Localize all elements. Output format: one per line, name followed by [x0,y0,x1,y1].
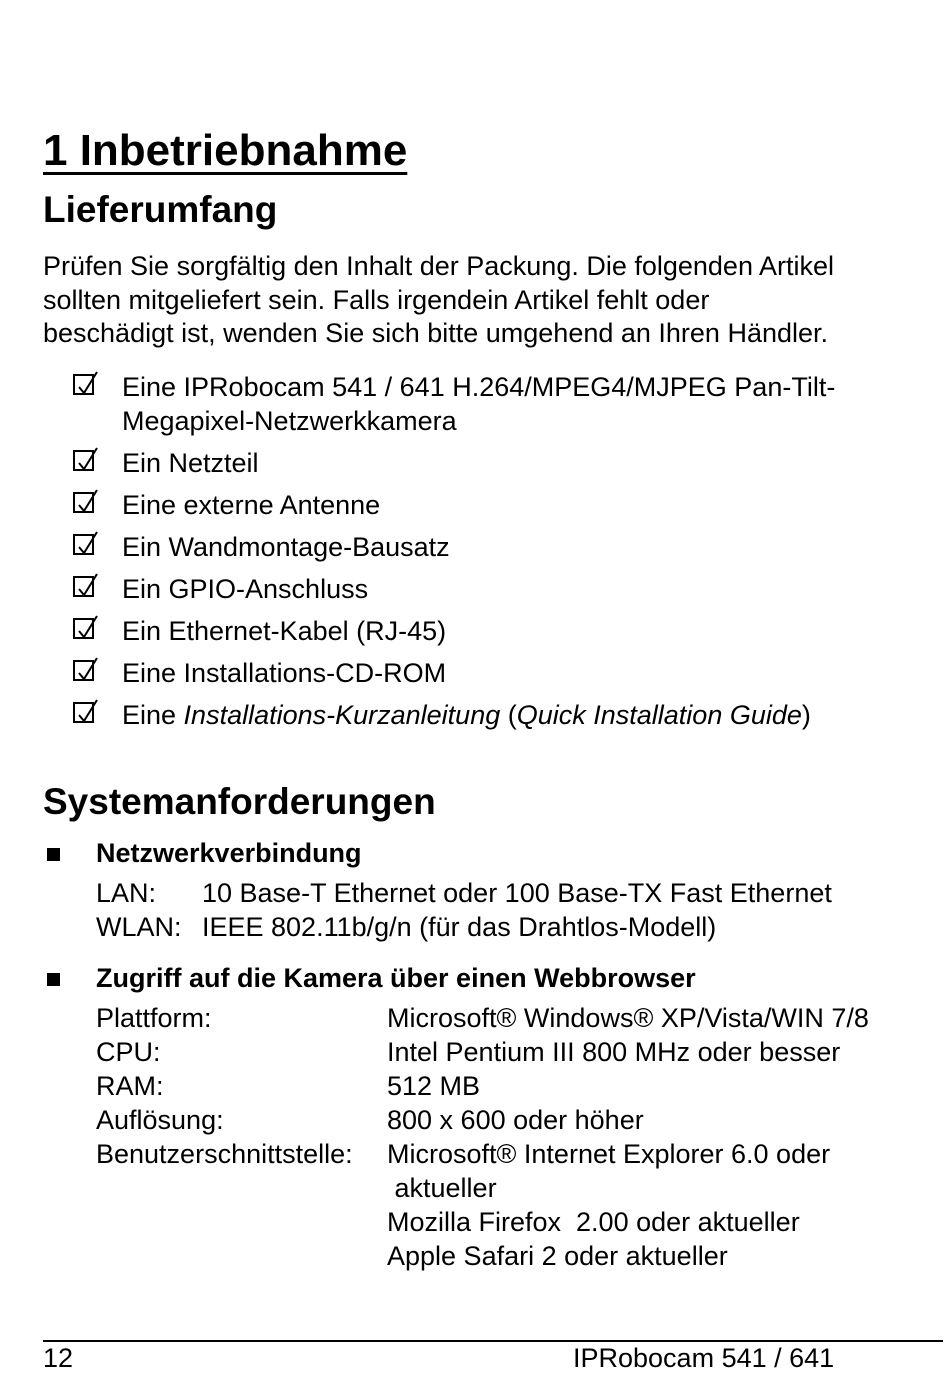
footer-rule [43,1340,943,1342]
browser-label: RAM: [96,1071,164,1101]
browser-label: Benutzerschnittstelle: [96,1139,353,1169]
network-value: 10 Base-T Ethernet oder 100 Base-TX Fast Ethernet [202,878,832,908]
intro-line: sollten mitgeliefert sein. Falls irgendein Artikel fehlt oder [43,284,710,315]
footer-product: IPRobocam 541 / 641 [573,1343,835,1373]
network-heading: Netzwerkverbindung [96,838,362,868]
list-item-text: Eine IPRobocam 541 / 641 H.264/MPEG4/MJPEG Pan-Tilt- [122,372,836,402]
browser-value: 800 x 600 oder höher [387,1105,644,1135]
network-label: WLAN: [96,912,182,942]
browser-label: Plattform: [96,1003,212,1033]
list-item-text: Megapixel-Netzwerkkamera [122,406,457,436]
browser-heading: Zugriff auf die Kamera über einen Webbrowser [96,963,696,993]
paren-open: ( [500,700,517,730]
checked-checkbox-icon [73,534,94,555]
checked-checkbox-icon [73,450,94,471]
intro-line: Prüfen Sie sorgfältig den Inhalt der Packung. Die folgenden Artikel [43,251,834,281]
browser-value: Intel Pentium III 800 MHz oder besser [387,1037,841,1067]
browser-label: CPU: [96,1037,161,1067]
square-bullet-icon [47,973,60,986]
square-bullet-icon [47,848,60,861]
browser-value: Apple Safari 2 oder aktueller [387,1241,728,1271]
browser-value: Microsoft® Internet Explorer 6.0 oder [387,1139,831,1169]
paren-close: ) [801,700,811,730]
requirements-section-title: Systemanforderungen [43,781,436,822]
checked-checkbox-icon [73,492,94,513]
browser-value: Microsoft® Windows® XP/Vista/WIN 7/8 [387,1003,869,1033]
browser-value: Mozilla Firefox 2.00 oder aktueller [387,1207,800,1237]
guide-prefix: Eine [122,700,184,730]
browser-label: Auflösung: [96,1105,224,1135]
guide-title-de: Installations-Kurzanleitung [183,700,501,730]
browser-value: 512 MB [387,1071,481,1101]
network-label: LAN: [96,878,157,908]
browser-value: aktueller [387,1173,497,1203]
list-item-text: Eine externe Antenne [122,490,381,520]
delivery-section-title: Lieferumfang [43,189,278,230]
chapter-title: 1 Inbetriebnahme [43,126,408,175]
delivery-intro [43,250,834,351]
guide-title-en: Quick Installation Guide [516,700,802,730]
list-item-text: Ein Wandmontage-Bausatz [122,532,450,562]
list-item-text: Ein Ethernet-Kabel (RJ-45) [122,616,447,646]
intro-line: beschädigt ist, wenden Sie sich bitte umgehend an Ihren Händler. [43,318,829,348]
checked-checkbox-icon [73,374,94,395]
page-number: 12 [43,1343,74,1373]
list-item-text: Ein GPIO-Anschluss [122,574,369,604]
checked-checkbox-icon [73,702,94,723]
checked-checkbox-icon [73,576,94,597]
list-item-text [122,698,811,732]
checked-checkbox-icon [73,660,94,681]
network-value: IEEE 802.11b/g/n (für das Drahtlos-Modell) [202,912,717,942]
list-item-text: Ein Netzteil [122,448,259,478]
checked-checkbox-icon [73,618,94,639]
list-item-text: Eine Installations-CD-ROM [122,658,447,688]
